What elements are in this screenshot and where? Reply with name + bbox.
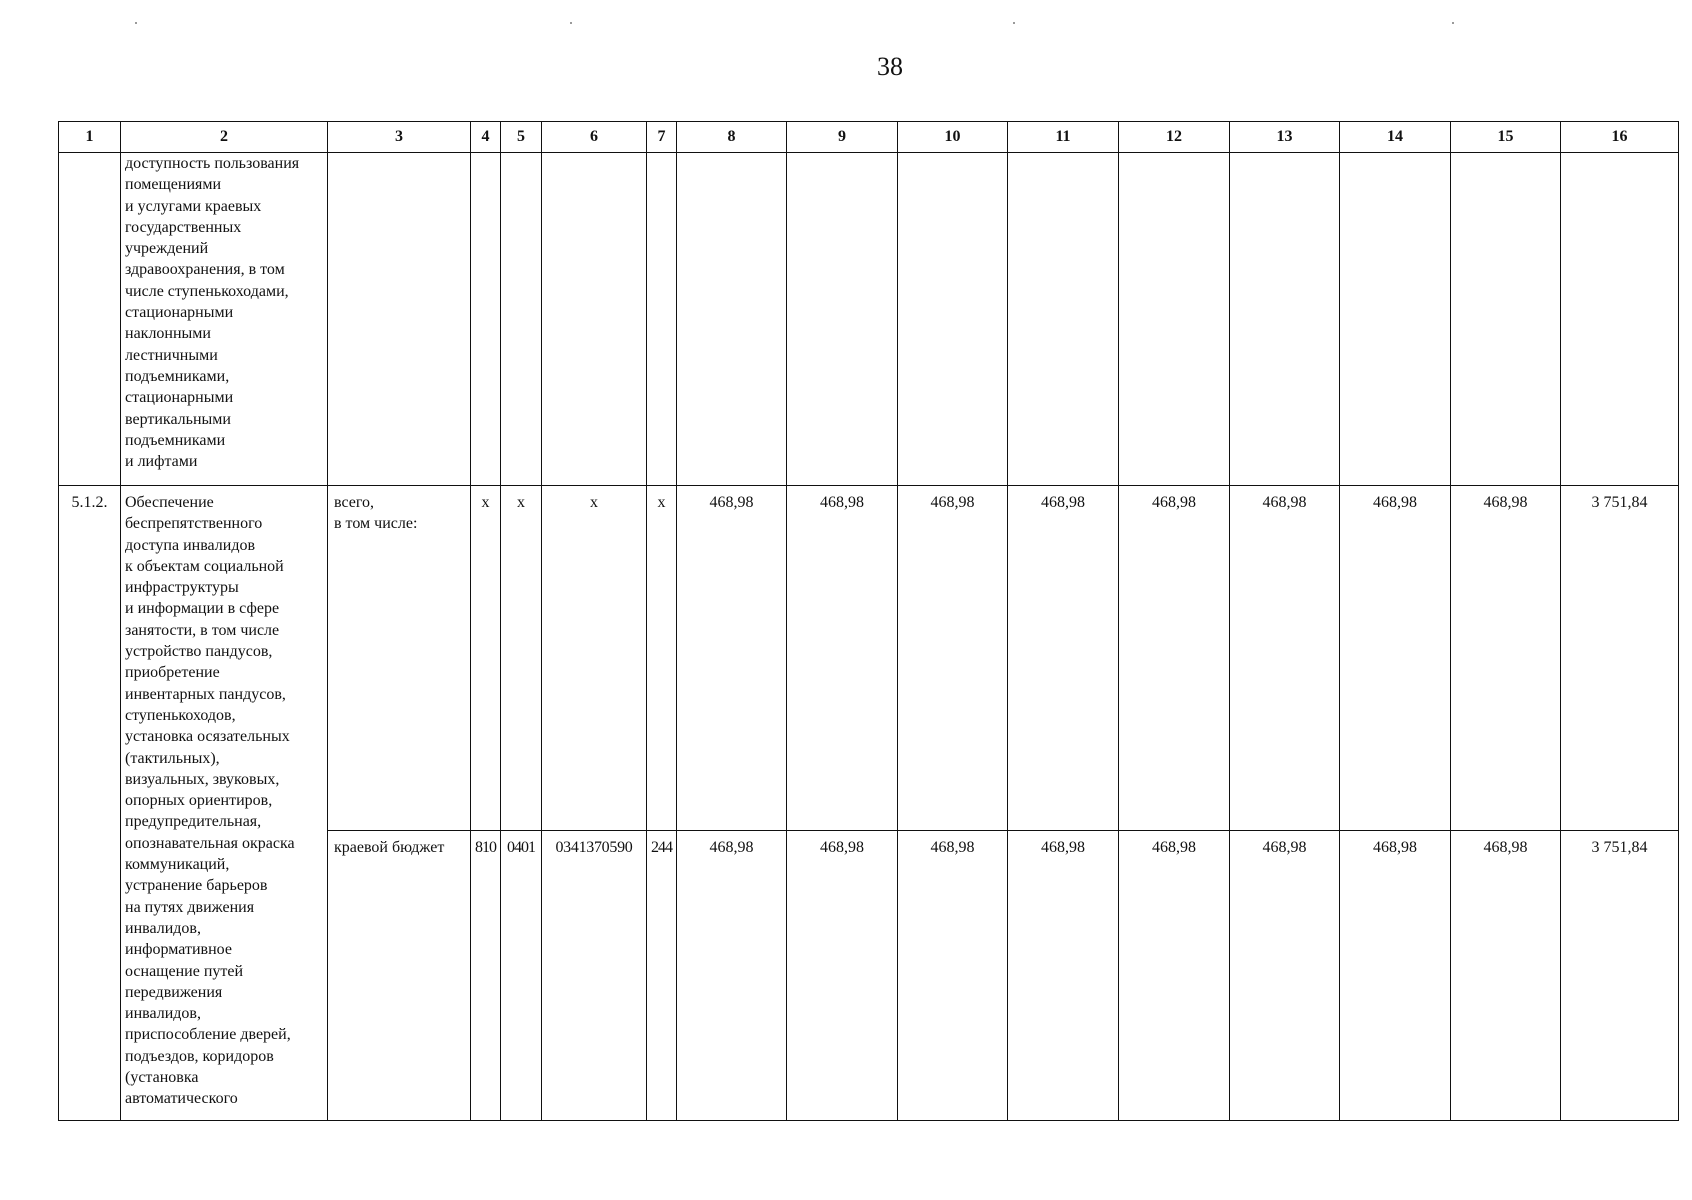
description-line: беспрепятственного bbox=[125, 515, 263, 533]
value-cell: 468,98 bbox=[787, 486, 898, 831]
total-cell: 3 751,84 bbox=[1561, 486, 1679, 831]
description-line: наклонными bbox=[125, 325, 211, 343]
description-line: подъездов, коридоров bbox=[125, 1047, 274, 1065]
empty-cell bbox=[1008, 153, 1119, 486]
description-line: оснащение путей bbox=[125, 962, 244, 980]
description-line: числе ступенькоходами, bbox=[125, 282, 289, 300]
empty-cell bbox=[898, 153, 1008, 486]
description-line: доступа инвалидов bbox=[125, 536, 256, 554]
funding-source-line: всего, bbox=[334, 494, 375, 511]
description-line: предупредительная, bbox=[125, 813, 262, 831]
funding-source bbox=[328, 831, 471, 1121]
value-cell: 468,98 bbox=[1230, 486, 1340, 831]
value-cell: 468,98 bbox=[1451, 486, 1561, 831]
item-row-total bbox=[59, 486, 1679, 831]
value-cell: 468,98 bbox=[1230, 831, 1340, 1121]
value-cell: 468,98 bbox=[1008, 486, 1119, 831]
description-line: государственных bbox=[125, 218, 242, 236]
description-line: учреждений bbox=[125, 240, 209, 258]
code-cell: 244 bbox=[647, 831, 677, 1121]
description-line: занятости, в том числе bbox=[125, 621, 280, 639]
description-line: вертикальными bbox=[125, 410, 231, 428]
value-cell: 468,98 bbox=[1340, 486, 1451, 831]
description-line: передвижения bbox=[125, 983, 223, 1001]
total-cell: 3 751,84 bbox=[1561, 831, 1679, 1121]
value-cell: 468,98 bbox=[1119, 486, 1230, 831]
description-line: Обеспечение bbox=[125, 494, 214, 511]
description-line: информативное bbox=[125, 941, 232, 959]
code-cell: х bbox=[647, 486, 677, 831]
code-cell: х bbox=[542, 486, 647, 831]
description-line: устройство пандусов, bbox=[125, 643, 273, 661]
description-line: опознавательная окраска bbox=[125, 834, 295, 852]
description-line: приспособление дверей, bbox=[125, 1026, 291, 1044]
empty-cell bbox=[1451, 153, 1561, 486]
description-line: инвентарных пандусов, bbox=[125, 685, 286, 703]
value-cell: 468,98 bbox=[1451, 831, 1561, 1121]
empty-cell bbox=[1230, 153, 1340, 486]
column-header: 14 bbox=[1340, 122, 1451, 153]
column-header: 5 bbox=[501, 122, 542, 153]
column-header: 1 bbox=[59, 122, 121, 153]
page-number: 38 bbox=[877, 52, 903, 81]
column-header: 4 bbox=[471, 122, 501, 153]
header-row bbox=[59, 122, 1679, 153]
value-cell: 468,98 bbox=[787, 831, 898, 1121]
code-cell: 0401 bbox=[501, 831, 542, 1121]
funding-source-line: в том числе: bbox=[334, 515, 418, 533]
continuation-description bbox=[121, 153, 328, 486]
empty-cell bbox=[501, 153, 542, 486]
column-header: 10 bbox=[898, 122, 1008, 153]
description-line: и информации в сфере bbox=[125, 600, 280, 618]
empty-cell bbox=[787, 153, 898, 486]
column-header: 2 bbox=[121, 122, 328, 153]
empty-cell bbox=[328, 153, 471, 486]
item-number: 5.1.2. bbox=[59, 486, 121, 1121]
description-line: и лифтами bbox=[125, 453, 198, 471]
scan-dot bbox=[570, 22, 572, 24]
code-cell: х bbox=[501, 486, 542, 831]
empty-cell bbox=[471, 153, 501, 486]
description-line: инфраструктуры bbox=[125, 579, 239, 597]
empty-cell bbox=[647, 153, 677, 486]
empty-cell bbox=[677, 153, 787, 486]
funding-source bbox=[328, 486, 471, 831]
code-cell: 0341370590 bbox=[542, 831, 647, 1121]
description-line: подъемниками, bbox=[125, 367, 230, 385]
scan-dot bbox=[135, 22, 137, 24]
scan-dot bbox=[1013, 22, 1015, 24]
value-cell: 468,98 bbox=[1119, 831, 1230, 1121]
code-cell: 810 bbox=[471, 831, 501, 1121]
column-header: 3 bbox=[328, 122, 471, 153]
description-line: ступенькоходов, bbox=[125, 706, 236, 724]
description-line: визуальных, звуковых, bbox=[125, 770, 280, 788]
item-number-cell bbox=[59, 153, 121, 486]
description-line: автоматического bbox=[125, 1090, 238, 1108]
value-cell: 468,98 bbox=[1340, 831, 1451, 1121]
description-line: стационарными bbox=[125, 304, 234, 322]
column-header: 16 bbox=[1561, 122, 1679, 153]
column-header: 6 bbox=[542, 122, 647, 153]
description-line: лестничными bbox=[125, 346, 218, 364]
item-description bbox=[121, 486, 328, 1121]
description-line: стационарными bbox=[125, 389, 234, 407]
column-header: 15 bbox=[1451, 122, 1561, 153]
column-header: 7 bbox=[647, 122, 677, 153]
scan-dot bbox=[1452, 22, 1454, 24]
description-line: подъемниками bbox=[125, 431, 226, 449]
value-cell: 468,98 bbox=[677, 831, 787, 1121]
description-line: на путях движения bbox=[125, 898, 255, 916]
value-cell: 468,98 bbox=[898, 486, 1008, 831]
description-line: к объектам социальной bbox=[125, 557, 284, 575]
description-line: (установка bbox=[125, 1069, 199, 1087]
description-line: помещениями bbox=[125, 176, 222, 194]
description-line: приобретение bbox=[125, 664, 220, 682]
description-line: коммуникаций, bbox=[125, 856, 230, 874]
empty-cell bbox=[1119, 153, 1230, 486]
value-cell: 468,98 bbox=[898, 831, 1008, 1121]
description-line: установка осязательных bbox=[125, 728, 290, 746]
value-cell: 468,98 bbox=[677, 486, 787, 831]
description-line: устранение барьеров bbox=[125, 877, 268, 895]
column-header: 12 bbox=[1119, 122, 1230, 153]
description-line: инвалидов, bbox=[125, 919, 201, 937]
description-line: здравоохранения, в том bbox=[125, 261, 285, 279]
funding-source-line: краевой бюджет bbox=[334, 839, 445, 856]
budget-table bbox=[58, 121, 1679, 1121]
empty-cell bbox=[1340, 153, 1451, 486]
continuation-row bbox=[59, 153, 1679, 486]
description-line: инвалидов, bbox=[125, 1005, 201, 1023]
description-line: (тактильных), bbox=[125, 749, 220, 767]
description-line: и услугами краевых bbox=[125, 197, 262, 215]
description-line: доступность пользования bbox=[125, 155, 300, 172]
column-header: 13 bbox=[1230, 122, 1340, 153]
code-cell: х bbox=[471, 486, 501, 831]
value-cell: 468,98 bbox=[1008, 831, 1119, 1121]
empty-cell bbox=[1561, 153, 1679, 486]
column-header: 11 bbox=[1008, 122, 1119, 153]
column-header: 8 bbox=[677, 122, 787, 153]
description-line: опорных ориентиров, bbox=[125, 792, 273, 810]
empty-cell bbox=[542, 153, 647, 486]
column-header: 9 bbox=[787, 122, 898, 153]
